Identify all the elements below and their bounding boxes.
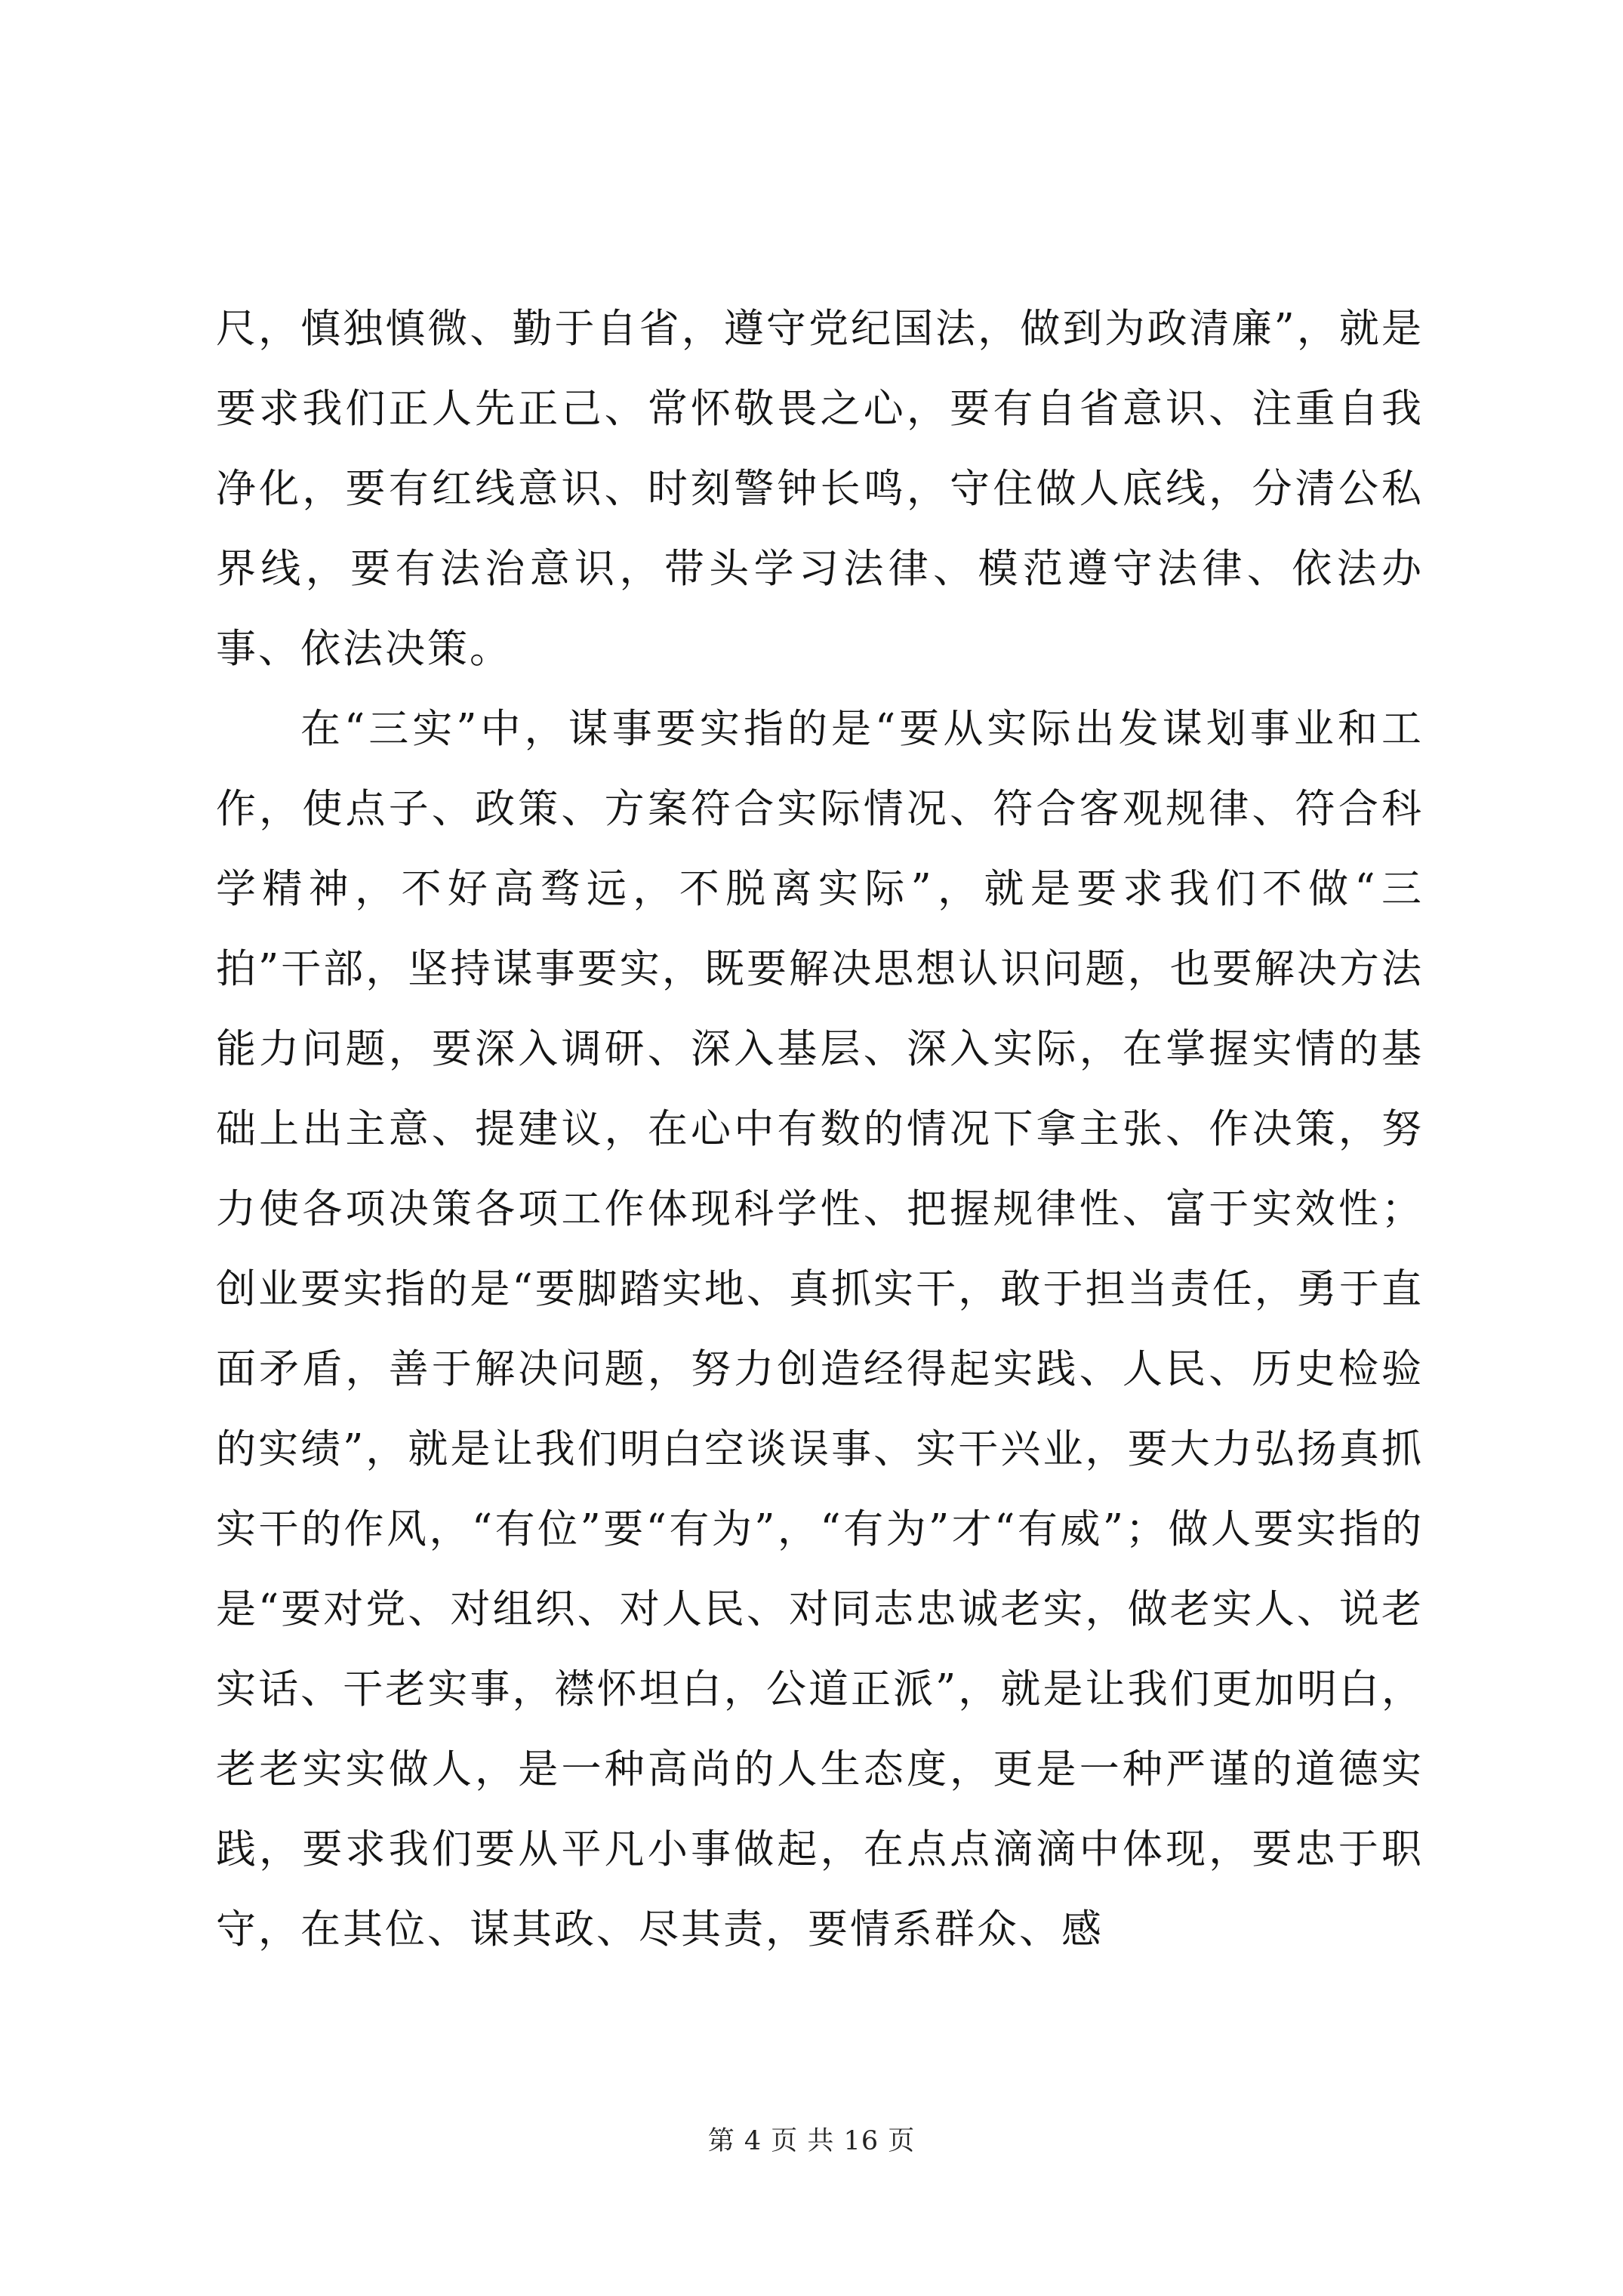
page-number-footer: 第 4 页 共 16 页 <box>707 2126 916 2156</box>
paragraph-three-realities: 在“三实”中，谋事要实指的是“要从实际出发谋划事业和工作，使点子、政策、方案符合实际情况、符合客观规律、符合科学精神，不好高骛远，不脱离实际”，就是要求我们不做“三拍”干部，坚持谋事要实，既要解决思想认识问题，也要解决方法能力问题，要深入调研、深入基层、深入实际，在掌握实情的基础上出主意、提建议，在心中有数的情况下拿主张、作决策，努力使各项决策各项工作体现科学性、把握规律性、富于实效性；创业要实指的是“要脚踏实地、真抓实干，敢于担当责任，勇于直面矛盾，善于解决问题，努力创造经得起实践、人民、历史检验的实绩”，就是让我们明白空谈误事、实干兴业，要大力弘扬真抓实干的作风，“有位”要“有为”，“有为”才“有威”；做人要实指的是“要对党、对组织、对人民、对同志忠诚老实，做老实人、说老实话、干老实事，襟怀坦白，公道正派”，就是让我们更加明白，老老实实做人，是一种高尚的人生态度，更是一种严谨的道德实践，要求我们要从平凡小事做起，在点点滴滴中体现，要忠于职守，在其位、谋其政、尽其责，要情系群众、感 <box>216 706 1424 1952</box>
paragraph-continued: 尺，慎独慎微、勤于自省，遵守党纪国法，做到为政清廉”，就是要求我们正人先正己、常怀敬畏之心，要有自省意识、注重自我净化，要有红线意识、时刻警钟长鸣，守住做人底线，分清公私界线，要有法治意识，带头学习法律、模范遵守法律、依法办事、依法决策。 <box>216 306 1424 672</box>
document-body <box>216 289 1424 1970</box>
